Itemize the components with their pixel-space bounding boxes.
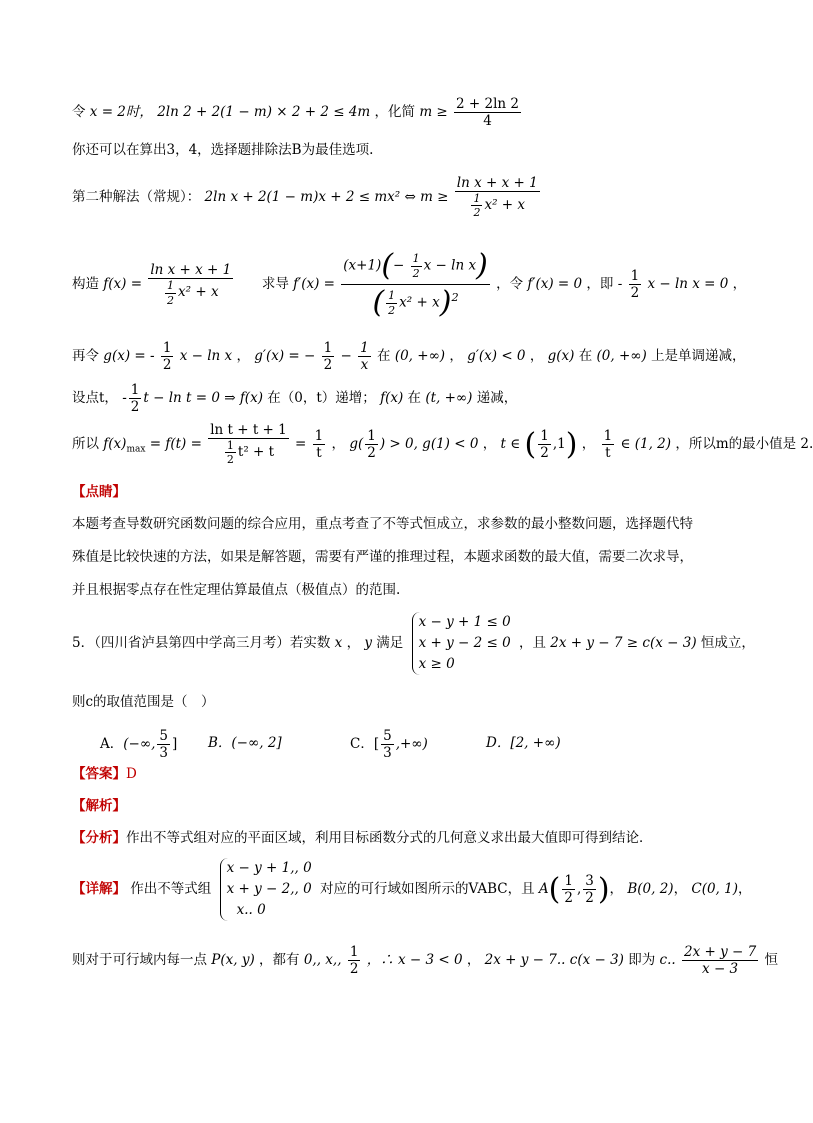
dianjing-label: 【点睛】	[72, 484, 126, 500]
l5-c: x − ln x	[179, 348, 233, 365]
answer-value: D	[126, 766, 137, 782]
l4-b: f(x) =	[103, 276, 143, 292]
line-1	[72, 96, 523, 129]
l4-d: f′(x) =	[293, 276, 335, 292]
l1-c: ，化简	[374, 104, 416, 121]
q5-constraint-system: x − y + 1 ≤ 0 x + y − 2 ≤ 0 x ≥ 0	[412, 612, 511, 675]
option-c[interactable]: C．[ $\frac{5}{3}$ ,+∞)	[350, 728, 428, 762]
question-5-line-2: 则c的取值范围是（ ）	[72, 694, 215, 710]
l5-a: 再令	[72, 348, 99, 365]
l4-j: ，	[732, 276, 747, 292]
l3-a: 第二种解法（常规）：	[72, 188, 201, 205]
l1-prefix: 令	[72, 104, 86, 121]
l3-fraction: ln x + x + 1 $\frac{1}{2}$ x² + x	[456, 175, 538, 220]
l5-e: g′(x) = −	[254, 348, 316, 365]
question-5: 5．（四川省泸县第四中学高三月考）若实数 x ， y 满足 x − y + 1 ≤ 0 x + y − 2 ≤ 0 x ≥ 0 ，且 2x + y − 7 ≥ c(x − 3) 恒成立，	[72, 612, 755, 675]
l3-b: 2ln x + 2(1 − m)x + 2 ≤ mx² ⇔ m ≥	[204, 188, 449, 205]
line-3	[72, 175, 542, 220]
l4-g: ，即 -	[586, 276, 623, 292]
l4-half: $\frac{1}{2}$	[630, 267, 640, 301]
option-b[interactable]: B．(−∞, 2]	[208, 735, 282, 751]
last-line: 则对于可行域内每一点 P(x, y) ，都有 0,, x,, $\frac{1}{2}$ ，∴ x − 3 < 0 ， 2x + y − 7.. c(x − 3) 即为 c.. $\frac{2x + y - 7}{x - 3}$ 恒	[72, 944, 779, 978]
xiangjie-line: 【详解】 作出不等式组 x − y + 1,, 0 x + y − 2,, 0 x.. 0 对应的可行域如图所示的VABC，且 A( $\frac{1}{2}$ , $\frac{3}{2}$ )， B(0, 2)， C(0, 1)，	[72, 858, 751, 921]
dianjing-text-3: 并且根据零点存在性定理估算最值点（极值点）的范围.	[72, 582, 401, 598]
fenxi-line: 【分析】作出不等式组对应的平面区域，利用目标函数分式的几何意义求出最大值即可得到结论．	[72, 830, 653, 846]
xj-constraint-system: x − y + 1,, 0 x + y − 2,, 0 x.. 0	[220, 858, 312, 921]
l4-c: 求导	[261, 276, 289, 292]
l4-e: ，令	[496, 276, 524, 292]
l4-f: f′(x) = 0	[527, 276, 583, 292]
dianjing-text-2: 殊值是比较快速的方法，如果是解答题，需要有严谨的推理过程，本题求函数的最大值，需要二次求导，	[72, 549, 693, 565]
line-2	[72, 142, 373, 160]
l2-text: 你还可以在算出3，4，选择题排除法B为最佳选项.	[72, 142, 374, 158]
l4-fraction: ln x + x + 1 $\frac{1}{2}$ x² + x	[150, 262, 232, 307]
l1-d: m ≥	[419, 104, 448, 121]
answer-line	[72, 766, 137, 784]
line-5: 再令 g(x) = - $\frac{1}{2}$ x − ln x ， g′(x) = − $\frac{1}{2}$ − $\frac{1}{x}$ 在 (0, +∞) ， g′(x) < 0 ， g(x) 在 (0, +∞) 上是单调递减，	[72, 340, 746, 374]
l1-fraction: $\frac{2 + 2\ln 2}{4}$	[456, 96, 520, 130]
line-4	[72, 248, 746, 321]
line-7: 所以 $f(x)_{max} = f(t)$ = ln t + t + 1 $\frac{1}{2}$ t² + t = $\frac{1}{t}$ ， g( $\frac{1}{2}$ ) > 0, g(1) < 0 ， t ∈ ( $\frac{1}{2}$ ,1) ， $\frac{1}{t}$ ∈ (1, 2) ，所以m的最小值是 2.	[72, 422, 813, 467]
line-6: 设点t， - $\frac{1}{2}$ t − ln t = 0 ⇒ f(x) 在（0，t）递增； f(x) 在 (t, +∞) 递减，	[72, 382, 518, 416]
l1-b: 2ln 2 + 2(1 − m) × 2 + 2 ≤ 4m	[157, 104, 371, 121]
answer-label: 【答案】	[72, 766, 126, 782]
l4-a: 构造	[72, 276, 99, 292]
l4-derivative-fraction: (x+1)(− $\frac{1}{2}$ x − ln x) ( $\frac{1}{2}$ x² + x)$^2$	[343, 248, 488, 320]
l4-i: x − ln x = 0	[647, 276, 729, 292]
option-a[interactable]: A．(−∞, $\frac{5}{3}$ ]	[100, 728, 178, 762]
jiexi-label: 【解析】	[72, 798, 126, 814]
dianjing-text-1: 本题考查导数研究函数问题的综合应用，重点考查了不等式恒成立，求参数的最小整数问题，选择题代特	[72, 516, 693, 532]
l5-b: g(x) = -	[103, 348, 155, 365]
l1-a: x = 2时，	[89, 104, 153, 121]
option-d[interactable]: D．[2, +∞)	[486, 735, 561, 751]
